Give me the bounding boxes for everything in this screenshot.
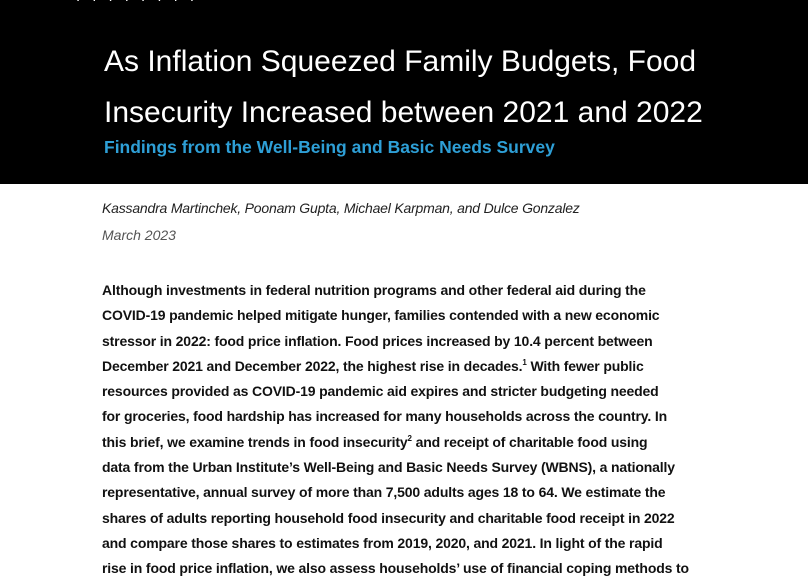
intro-paragraph [102,278,722,582]
paragraph-line: representative, annual survey of more than 7,500 adults ages 18 to 64. We estimate the [102,484,666,501]
paragraph-line: COVID-19 pandemic helped mitigate hunger, families contended with a new economic [102,307,660,324]
paragraph-line: resources provided as COVID-19 pandemic aid expires and stricter budgeting needed [102,383,659,400]
paragraph-line: data from the Urban Institute’s Well-Being and Basic Needs Survey (WBNS), a nationally [102,459,675,476]
title-line-2: Insecurity Increased between 2021 and 2022 [104,96,703,129]
line-text: December 2021 and December 2022, the highest rise in decades. [102,357,523,374]
author-list: Kassandra Martinchek, Poonam Gupta, Michael Karpman, and Dulce Gonzalez [102,200,580,216]
page-title [104,36,794,138]
footnote-ref-2[interactable]: 2 [407,433,412,443]
title-banner [0,0,808,184]
page-subtitle: Findings from the Well-Being and Basic Needs Survey [104,137,555,157]
paragraph-line: shares of adults reporting household food insecurity and charitable food receipt in 2022 [102,509,675,526]
paragraph-line [102,354,722,379]
line-text: this brief, we examine trends in food insecurity [102,433,408,450]
footnote-ref-1[interactable]: 1 [522,357,527,367]
line-text: With fewer public [526,357,644,374]
paragraph-line [102,430,722,455]
paragraph-line: for groceries, food hardship has increased for many households across the country. In [102,408,668,425]
line-text: and receipt of charitable food using [411,433,648,450]
paragraph-line: and compare those shares to estimates from 2019, 2020, and 2021. In light of the rapid [102,534,663,551]
paragraph-line: Although investments in federal nutrition programs and other federal aid during the [102,282,646,298]
paragraph-line: rise in food price inflation, we also assess households’ use of financial coping methods to [102,560,689,577]
decorative-dots: · · · · · · · · [76,0,198,9]
publication-date: March 2023 [102,227,176,243]
paragraph-line: stressor in 2022: food price inflation. Food prices increased by 10.4 percent between [102,332,653,349]
title-line-1: As Inflation Squeezed Family Budgets, Food [104,45,697,78]
